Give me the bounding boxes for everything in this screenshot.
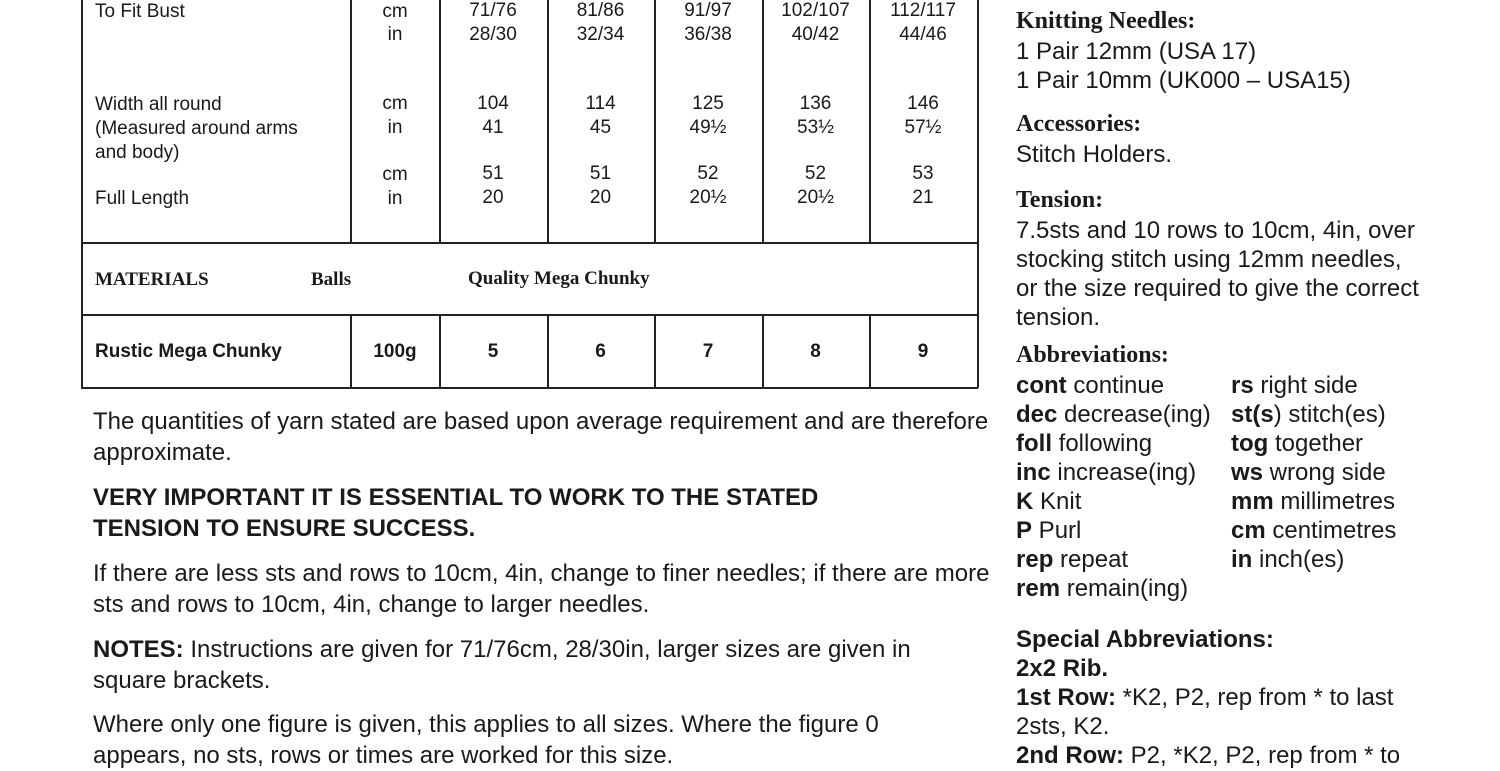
tension-line: stocking stitch using 12mm needles, <box>1016 246 1402 273</box>
width-size-1: 104 41 <box>477 93 509 138</box>
abbreviation-item: ws wrong side <box>1231 459 1386 486</box>
notes <box>93 634 973 696</box>
notes-text: Instructions are given for 71/76cm, 28/30in, larger sizes are given in square brackets. <box>93 636 911 694</box>
length-size-1: 51 20 <box>482 163 504 208</box>
rib-row-1: 1st Row: *K2, P2, rep from * to last <box>1016 684 1394 711</box>
length-size-2: 51 20 <box>589 163 612 208</box>
balls-size-2: 6 <box>595 341 606 362</box>
abbreviation-item: P Purl <box>1016 517 1082 544</box>
length-size-5: 53 21 <box>912 163 934 208</box>
bust-size-3: 91/97 36/38 <box>684 0 732 45</box>
abbreviation-item: st(s) stitch(es) <box>1231 401 1386 428</box>
special-abbreviations-heading: Special Abbreviations: <box>1016 626 1274 653</box>
notes-label: NOTES: <box>93 636 184 663</box>
balls-size-3: 7 <box>702 341 714 362</box>
abbreviation-item: rs right side <box>1231 372 1358 399</box>
width-size-3: 125 49½ <box>689 93 727 138</box>
abbreviation-item: cm centimetres <box>1231 517 1397 544</box>
unit-cm: cm <box>382 1 408 22</box>
needle-item: 1 Pair 10mm (UK000 – USA15) <box>1016 67 1351 94</box>
abbreviation-item: mm millimetres <box>1231 488 1396 515</box>
rib-heading: 2x2 Rib. <box>1016 655 1109 682</box>
tension-line: 7.5sts and 10 rows to 10cm, 4in, over <box>1016 217 1415 244</box>
abbreviation-item: dec decrease(ing) <box>1016 401 1211 428</box>
balls-size-1: 5 <box>487 341 499 362</box>
table-border <box>81 242 978 244</box>
figure-note: Where only one figure is given, this applies to all sizes. Where the figure 0 appears, no sts, rows or times are worked for this size. <box>93 711 879 769</box>
accessories-text: Stitch Holders. <box>1016 141 1173 168</box>
bust-size-1: 71/76 28/30 <box>469 0 517 45</box>
width-size-4: 136 53½ <box>797 93 834 138</box>
row-label-width: Width all round (Measured around arms and body) <box>95 94 298 163</box>
materials-unit: Balls <box>311 269 352 290</box>
balls-size-4: 8 <box>810 341 821 362</box>
width-size-2: 114 45 <box>585 93 616 138</box>
needles-heading: Knitting Needles: <box>1016 8 1196 34</box>
important-warning: VERY IMPORTANT IT IS ESSENTIAL TO WORK TO THE STATED TENSION TO ENSURE SUCCESS. <box>93 484 819 542</box>
unit-in: in <box>387 24 403 45</box>
needle-item: 1 Pair 12mm (USA 17) <box>1016 38 1257 65</box>
width-size-5: 146 57½ <box>904 93 942 138</box>
abbreviation-item: in inch(es) <box>1231 546 1345 573</box>
accessories-heading: Accessories: <box>1016 111 1142 137</box>
bust-size-5: 112/117 44/46 <box>890 0 956 45</box>
abbreviation-item: K Knit <box>1016 488 1082 515</box>
tension-line: tension. <box>1016 304 1101 331</box>
table-border <box>977 0 979 388</box>
yarn-name: Rustic Mega Chunky <box>95 341 282 362</box>
quantities-note: The quantities of yarn stated are based upon average requirement and are therefore approximate. <box>93 408 989 466</box>
table-border <box>81 387 978 389</box>
abbreviation-item: tog together <box>1231 430 1364 457</box>
length-size-3: 52 20½ <box>689 163 727 208</box>
unit-cm: cm <box>382 93 408 114</box>
row-label-length: Full Length <box>95 188 190 209</box>
bust-size-4: 102/107 40/42 <box>781 0 850 45</box>
tension-line: or the size required to give the correct <box>1016 275 1419 302</box>
row-label-bust: To Fit Bust <box>95 1 185 22</box>
rib-row-2: 2nd Row: P2, *K2, P2, rep from * to <box>1016 742 1401 769</box>
tension-advice: If there are less sts and rows to 10cm, 4in, change to finer needles; if there are more sts and rows to 10cm, 4in, change to larger needles. <box>93 560 990 618</box>
abbreviation-item: inc increase(ing) <box>1016 459 1197 486</box>
unit-in: in <box>387 117 403 138</box>
yarn-weight: 100g <box>373 341 417 362</box>
rib-row-1-cont: 2sts, K2. <box>1016 713 1110 740</box>
materials-heading: MATERIALS <box>95 269 209 290</box>
table-border <box>81 0 83 388</box>
bust-size-2: 81/86 32/34 <box>576 0 625 45</box>
unit-cm: cm <box>382 164 408 185</box>
tension-heading: Tension: <box>1016 187 1104 213</box>
abbreviations-heading: Abbreviations: <box>1016 342 1169 368</box>
unit-in: in <box>387 188 403 209</box>
abbreviation-item: rem remain(ing) <box>1016 575 1189 602</box>
balls-size-5: 9 <box>917 341 929 362</box>
abbreviation-item: rep repeat <box>1016 546 1129 573</box>
abbreviation-item: foll following <box>1016 430 1153 457</box>
length-size-4: 52 20½ <box>797 163 834 208</box>
table-border <box>81 314 978 316</box>
abbreviation-item: cont continue <box>1016 372 1165 399</box>
materials-quality: Quality Mega Chunky <box>468 268 650 289</box>
